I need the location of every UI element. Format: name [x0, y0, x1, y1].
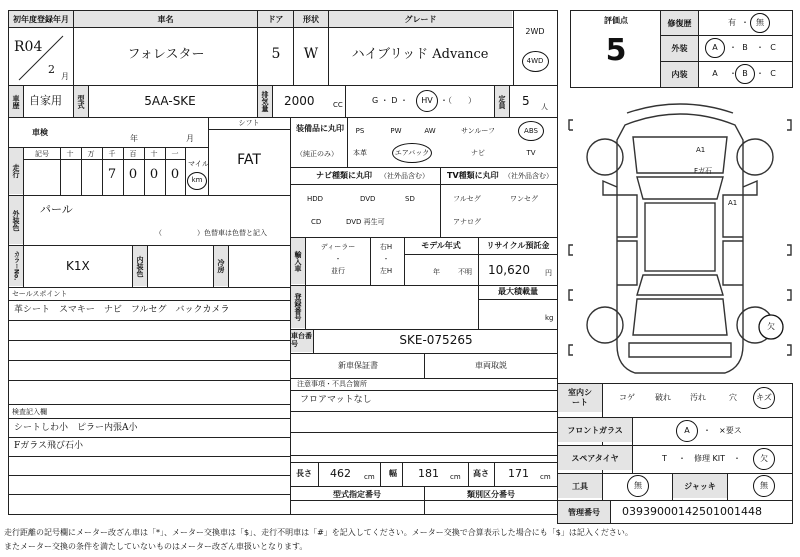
tv-fullseg: フルセグ — [453, 195, 481, 203]
glass-rest: ・ ×要ス — [703, 426, 742, 435]
inspector-label: 検査記入欄 — [12, 408, 47, 416]
notes-label: 注意事項・不具合箇所 — [297, 380, 367, 388]
fuel-hv: HV — [421, 96, 433, 105]
import-rh: 右H — [379, 243, 393, 251]
equipment-sub: （純正のみ） — [296, 150, 338, 158]
footer-note-2: またメーター交換の条件を満たしていないものはメーター改ざん車扱いとなります。 — [4, 542, 308, 551]
diagram-mark-a1-right: A1 — [728, 199, 738, 207]
equip-tv: TV — [526, 149, 536, 157]
tools-header: 工具 — [558, 474, 602, 498]
diagram-missing: 欠 — [767, 322, 775, 331]
import-lh: 左H — [379, 267, 393, 275]
equip-abs: ABS — [524, 127, 538, 135]
spare-missing: 欠 — [760, 454, 768, 463]
exterior-b: B — [742, 43, 748, 52]
inspector-line2: Fガラス飛び石小 — [14, 441, 83, 451]
import-dot: ・ — [334, 255, 342, 263]
drive-4wd: 4WD — [526, 57, 544, 65]
digit-value-3: 7 — [107, 167, 117, 182]
type-num-label: 型式指定番号 — [333, 490, 381, 499]
digits-label: 記号 — [35, 150, 49, 158]
interior-a: A — [712, 69, 718, 78]
import-parallel: 並行 — [331, 267, 345, 275]
drive-2wd: 2WD — [525, 27, 545, 36]
length-value: 462 — [330, 467, 351, 480]
width-unit: cm — [450, 473, 461, 481]
fuel-other: ・（ ） — [440, 96, 476, 105]
navi-dvd-play: DVD 再生可 — [346, 218, 385, 226]
capacity-value: 5 — [522, 94, 530, 108]
length-unit: cm — [364, 473, 375, 481]
notes-text: フロアマットなし — [300, 395, 372, 405]
diagram-mark-a1-left: A1 — [696, 146, 706, 154]
shift-label: シフト — [238, 119, 260, 127]
repair-no: 無 — [756, 18, 764, 27]
jack-header: ジャッキ — [673, 474, 727, 498]
equip-leather: 本革 — [353, 149, 367, 157]
digit-value-6: 0 — [170, 167, 180, 182]
equip-aw: AW — [424, 127, 436, 135]
exterior-dot-2: ・ — [756, 43, 764, 52]
tv-type-label: TV種類に丸印 — [447, 171, 499, 180]
shaken-label: 車検 — [32, 128, 48, 137]
digit-header-2: 万 — [87, 150, 95, 158]
model-year-label: モデル年式 — [421, 241, 461, 250]
tv-type-sub: （社外品含む） — [504, 172, 553, 180]
door-header: ドア — [258, 11, 293, 27]
length-label: 長さ — [296, 469, 312, 478]
shaken-month-unit: 月 — [186, 134, 194, 143]
tools-none: 無 — [634, 481, 642, 490]
glass-a: A — [684, 426, 690, 435]
car-name-value: フォレスター — [127, 47, 205, 62]
interior-dot-1: ・ — [729, 69, 737, 78]
shaken-year-unit: 年 — [130, 134, 138, 143]
first-reg-month: 2 — [48, 63, 55, 76]
door-value: 5 — [271, 46, 281, 62]
seat-opt-hole: 穴 — [729, 393, 737, 402]
height-value: 171 — [508, 467, 529, 480]
navi-hdd: HDD — [307, 195, 324, 203]
jack-none: 無 — [760, 481, 768, 490]
reg-header: 登録番号 — [291, 286, 305, 328]
model-value: 5AA-SKE — [144, 94, 196, 108]
recycle-label: リサイクル預託金 — [486, 241, 550, 250]
score-value: 5 — [605, 33, 627, 68]
score-label: 評価点 — [604, 16, 628, 25]
capacity-unit: 人 — [541, 103, 548, 111]
mileage-header: 走行 — [9, 148, 23, 194]
import-dealer: ディーラー — [320, 243, 356, 251]
km-label: km — [191, 176, 203, 184]
footer-note-1: 走行距離の記号欄にメーター改ざん車は「*」、メーター交換車は「$」、走行不明車は「#」を記入してください。メーター交換で合算表示した場合にも「$」は記入ください。 — [4, 528, 633, 537]
max-load-label: 最大積載量 — [498, 287, 538, 296]
fuel-options: G ・ D ・ — [372, 96, 408, 105]
warranty-new-car: 新車保証書 — [338, 361, 378, 370]
capacity-header: 定員 — [495, 86, 509, 117]
repair-sep: ・ — [741, 18, 749, 27]
navi-sd: SD — [405, 195, 415, 203]
height-unit: cm — [540, 473, 551, 481]
seat-opt-stain: 汚れ — [690, 393, 706, 402]
class-num-label: 類別区分番号 — [467, 490, 515, 499]
repair-history-header: 修復歴 — [661, 11, 698, 35]
inspector-line1: シートしわ小 ピラー内張A小 — [14, 423, 138, 433]
exterior-dot-1: ・ — [729, 43, 737, 52]
usage-header: 車歴 — [9, 86, 23, 117]
exterior-grade-header: 外装 — [661, 36, 698, 61]
shape-header: 形状 — [294, 11, 328, 27]
width-value: 181 — [418, 467, 439, 480]
exterior-a: A — [712, 43, 718, 52]
cold-header: 冷房 — [214, 246, 228, 286]
grade-value: ハイブリッド Advance — [351, 47, 489, 62]
selling-points-label: セールスポイント — [12, 290, 68, 298]
displacement-value: 2000 — [284, 94, 315, 108]
exterior-color-value: パール — [40, 203, 73, 216]
digit-value-4: 0 — [128, 167, 138, 182]
seat-opt-tear: 破れ — [655, 393, 671, 402]
equip-ps: PS — [355, 127, 365, 135]
tv-oneseg: ワンセグ — [510, 195, 538, 203]
digit-header-1: 十 — [66, 150, 74, 158]
tv-analog: アナログ — [453, 218, 481, 226]
digit-header-6: 一 — [171, 150, 179, 158]
color-no-value: K1X — [66, 259, 90, 273]
color-change-note: （ ）色替車は色替と記入 — [155, 229, 267, 237]
displacement-header: 排気量 — [258, 86, 272, 117]
model-year-unknown: 不明 — [458, 268, 472, 276]
displacement-unit: CC — [333, 101, 343, 109]
equip-pw: PW — [390, 127, 402, 135]
height-label: 高さ — [473, 469, 489, 478]
digit-header-3: 千 — [108, 150, 116, 158]
recycle-yen: 円 — [545, 269, 552, 277]
glass-header: フロントガラス — [558, 418, 632, 442]
navi-type-sub: （社外品含む） — [380, 172, 429, 180]
exterior-color-header: 外装色 — [9, 196, 23, 244]
interior-c: C — [770, 69, 776, 78]
usage-value: 自家用 — [29, 94, 62, 107]
seat-opt-koge: コゲ — [619, 393, 635, 402]
navi-dvd: DVD — [360, 195, 376, 203]
grade-header: グレード — [329, 11, 512, 27]
interior-grade-header: 内装 — [661, 62, 698, 87]
first-reg-header: 初年度登録年月 — [9, 11, 73, 27]
navi-cd: CD — [311, 218, 322, 226]
mgmt-value: 03939000142501001448 — [622, 505, 762, 518]
shape-value: W — [303, 46, 319, 62]
first-reg-value: R04 — [14, 39, 43, 55]
seat-header: 室内シート — [558, 384, 602, 412]
max-load-unit: kg — [545, 314, 554, 322]
diagram-mark-fl: Fガ石 — [694, 167, 713, 175]
digit-header-4: 百 — [129, 150, 137, 158]
model-year-unit: 年 — [433, 268, 440, 276]
first-reg-month-unit: 月 — [61, 72, 69, 81]
selling-points-text: 革シート スマキー ナビ フルセグ バックカメラ — [14, 305, 230, 315]
warranty-manual: 車両取説 — [475, 361, 507, 370]
chassis-value: SKE-075265 — [399, 333, 473, 347]
chassis-header: 車台番号 — [291, 330, 313, 352]
equip-navi: ナビ — [471, 149, 485, 157]
interior-b: B — [742, 69, 748, 78]
car-body-diagram — [565, 95, 795, 385]
seat-scratch: キズ — [756, 393, 772, 402]
spare-t: T — [662, 454, 667, 463]
interior-dot-2: ・ — [756, 69, 764, 78]
spare-kit: ・ 修理 KIT ・ — [678, 454, 742, 463]
model-header: 型式 — [74, 86, 88, 117]
recycle-value: 10,620 — [488, 263, 530, 277]
interior-color-header: 内装色 — [133, 246, 147, 286]
shift-value: FAT — [237, 152, 261, 168]
repair-yes: 有 — [728, 18, 736, 27]
color-no-header: カラーNo. — [9, 246, 23, 286]
mgmt-header: 管理番号 — [558, 501, 610, 523]
exterior-c: C — [770, 43, 776, 52]
mile-label: マイル — [188, 160, 209, 168]
navi-type-label: ナビ種類に丸印 — [316, 171, 372, 180]
equip-sunroof: サンルーフ — [460, 127, 496, 135]
car-name-header: 車名 — [74, 11, 257, 27]
equipment-label: 装備品に丸印 — [296, 124, 344, 133]
import-header: 輸入車 — [291, 238, 305, 284]
import-dot-2: ・ — [382, 255, 390, 263]
digit-header-5: 十 — [150, 150, 158, 158]
spare-header: スペアタイヤ — [558, 446, 632, 470]
equip-airbag: エアバック — [394, 149, 430, 157]
digit-value-5: 0 — [149, 167, 159, 182]
width-label: 幅 — [389, 469, 397, 478]
